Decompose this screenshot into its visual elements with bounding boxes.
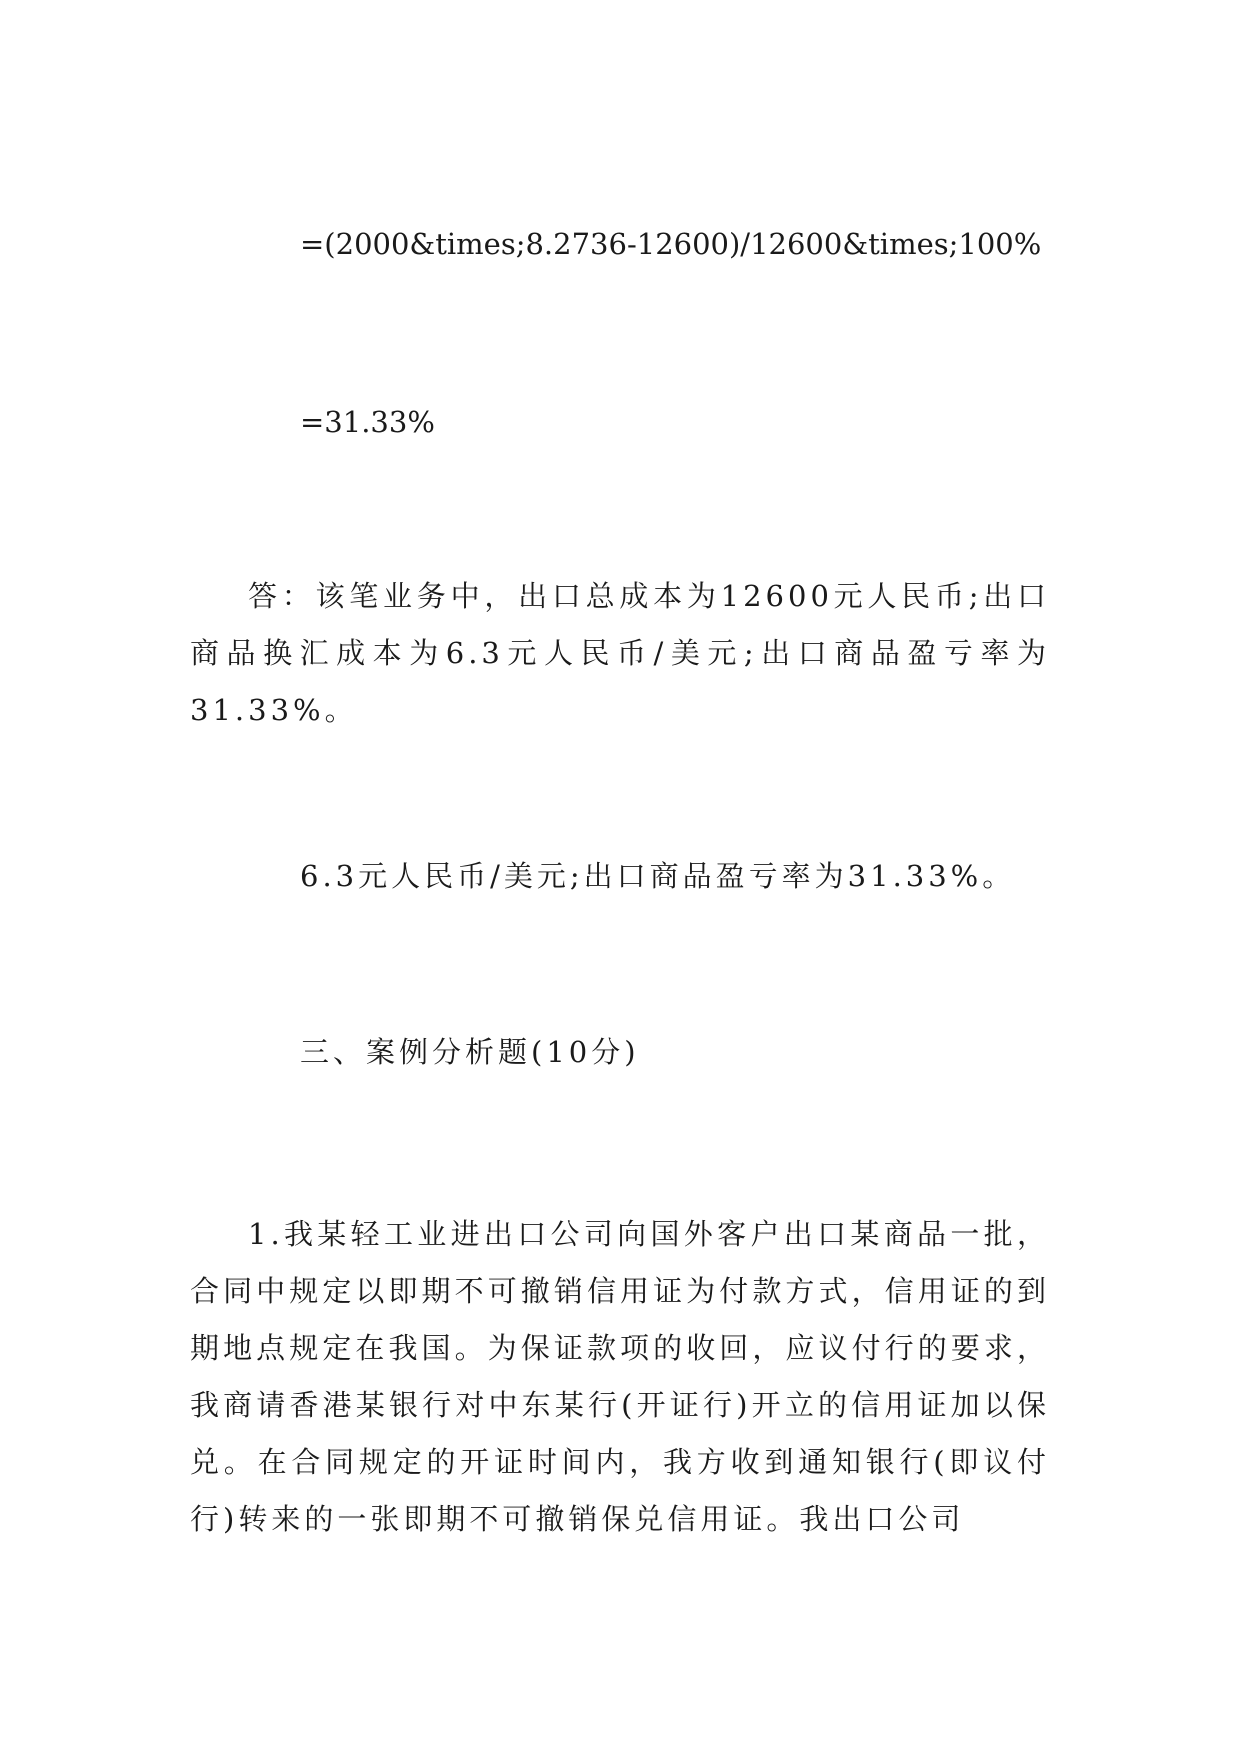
section-heading: 三、案例分析题(10分) — [300, 1035, 640, 1069]
result-line: =31.33% — [300, 405, 435, 439]
repeat-line: 6.3元人民币/美元;出口商品盈亏率为31.33%。 — [300, 859, 1016, 893]
formula-line: =(2000&times;8.2736-12600)/12600&times;100% — [300, 227, 1042, 261]
answer-paragraph: 答：该笔业务中，出口总成本为12600元人民币;出口商品换汇成本为6.3元人民币/美元;出口商品盈亏率为31.33%。 — [190, 579, 1050, 727]
case-paragraph: 1.我某轻工业进出口公司向国外客户出口某商品一批，合同中规定以即期不可撤销信用证为付款方式，信用证的到期地点规定在我国。为保证款项的收回，应议付行的要求，我商请香港某银行对中东某行(开证行)开立的信用证加以保兑。在合同规定的开证时间内，我方收到通知银行(即议付行)转来的一张即期不可撤销保兑信用证。我出口公司 — [190, 1217, 1050, 1536]
